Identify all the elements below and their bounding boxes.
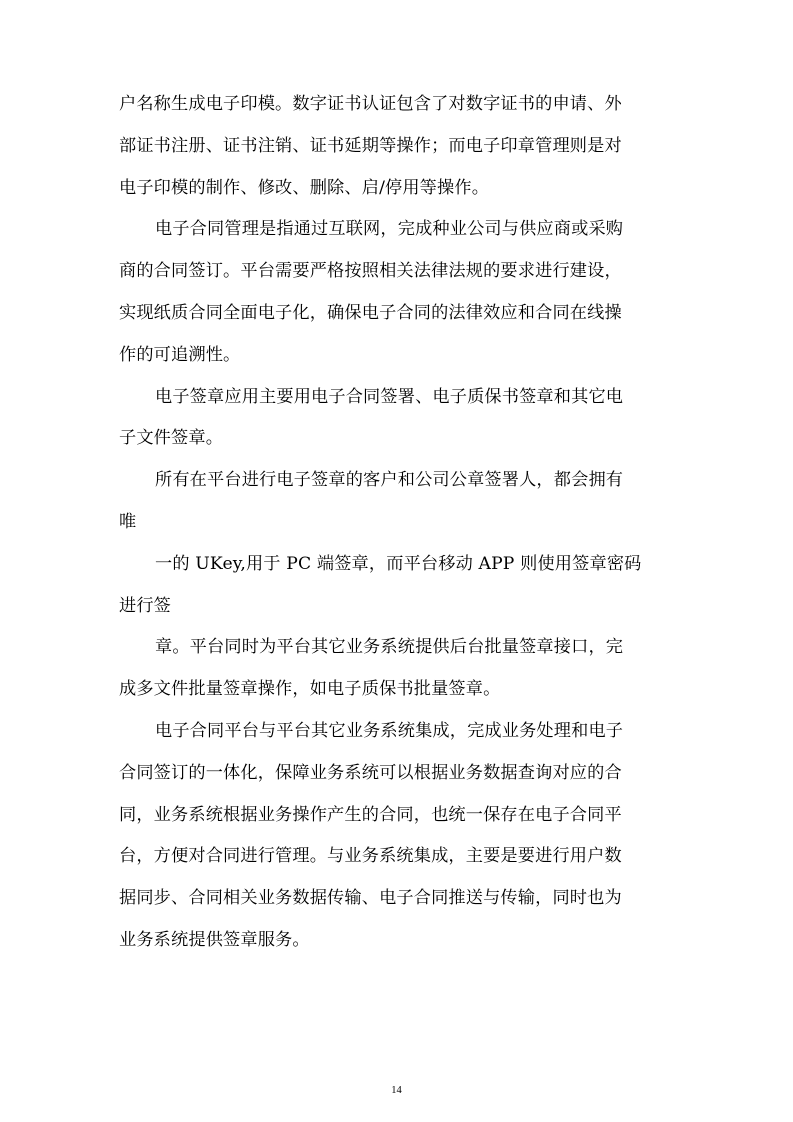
text-line: 成多文件批量签章操作，如电子质保书批量签章。 <box>119 679 501 700</box>
text-line: 电子签章应用主要用电子合同签署、电子质保书签章和其它电 <box>155 386 624 407</box>
text-line: 电子印模的制作、修改、删除、启/停用等操作。 <box>119 177 490 198</box>
text-line: 台，方便对合同进行管理。与业务系统集成，主要是要进行用户数 <box>119 846 622 867</box>
page-number: 14 <box>391 1085 402 1096</box>
text-line: 一的 UKey,用于 PC 端签章，而平台移动 APP 则使用签章密码 <box>155 553 642 574</box>
text-line: 合同签订的一体化，保障业务系统可以根据业务数据查询对应的合 <box>119 762 622 783</box>
text-line: 唯 <box>119 511 137 532</box>
text-line: 所有在平台进行电子签章的客户和公司公章签署人，都会拥有 <box>155 470 624 491</box>
text-line: 作的可追溯性。 <box>119 344 241 365</box>
text-line: 商的合同签订。平台需要严格按照相关法律法规的要求进行建设， <box>119 261 622 282</box>
text-line: 进行签 <box>119 595 172 616</box>
text-line: 章。平台同时为平台其它业务系统提供后台批量签章接口，完 <box>155 637 624 658</box>
text-line: 电子合同管理是指通过互联网，完成种业公司与供应商或采购 <box>155 219 624 240</box>
text-line: 电子合同平台与平台其它业务系统集成，完成业务处理和电子 <box>155 720 624 741</box>
text-line: 业务系统提供签章服务。 <box>119 929 310 950</box>
body-text <box>119 84 679 962</box>
text-line: 子文件签章。 <box>119 428 224 449</box>
text-line: 户名称生成电子印模。数字证书认证包含了对数字证书的申请、外 <box>119 94 622 114</box>
text-line: 实现纸质合同全面电子化，确保电子合同的法律效应和合同在线操 <box>119 302 622 323</box>
text-line: 据同步、合同相关业务数据传输、电子合同推送与传输，同时也为 <box>119 888 622 909</box>
text-line: 同，业务系统根据业务操作产生的合同，也统一保存在电子合同平 <box>119 804 622 825</box>
text-line: 部证书注册、证书注销、证书延期等操作；而电子印章管理则是对 <box>119 135 622 156</box>
